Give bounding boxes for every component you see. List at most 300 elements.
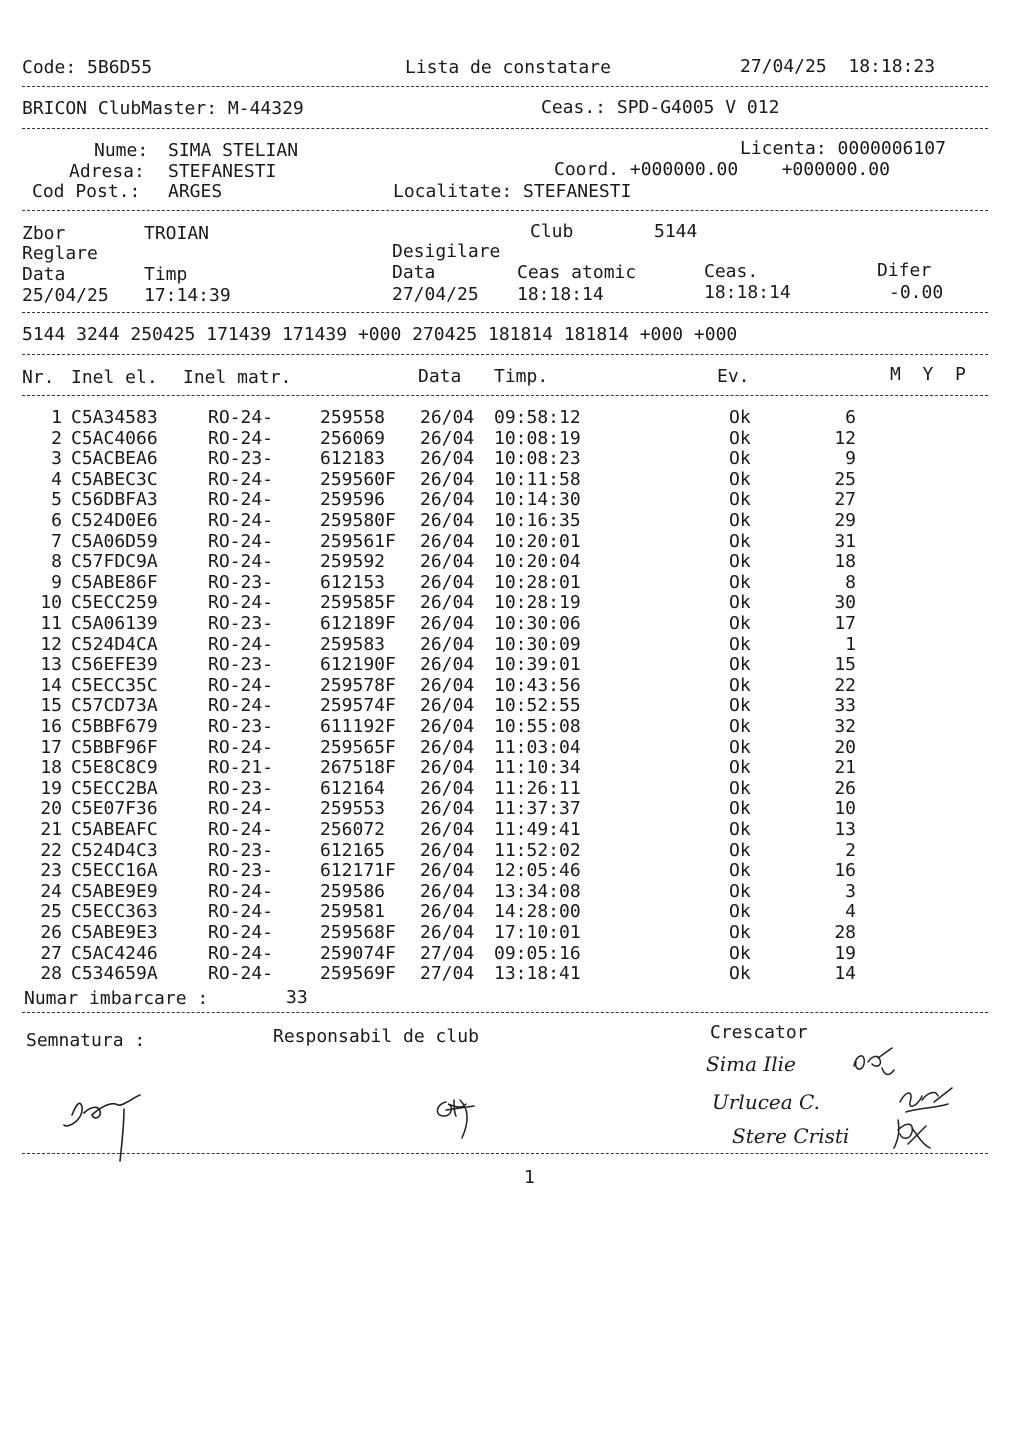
- row-ring-number: 259568F: [320, 922, 396, 943]
- row-event: Ok: [729, 654, 751, 676]
- row-ring-electronic: C5ECC35C: [71, 674, 158, 696]
- row-ring-electronic: C57CD73A: [71, 695, 158, 717]
- row-ring-number: 259596: [320, 489, 386, 511]
- table-row: [0, 738, 1024, 758]
- initials-scribble-1: [848, 1044, 898, 1080]
- handwritten-name-1: Sima Ilie: [706, 1052, 796, 1076]
- row-ring-electronic: C534659A: [71, 963, 158, 985]
- row-event: Ok: [729, 674, 751, 696]
- row-number: 8: [51, 551, 62, 573]
- table-row: [0, 799, 1024, 819]
- postal-code-label: Cod Post.:: [32, 181, 141, 202]
- row-number: 12: [40, 633, 62, 655]
- row-number: 20: [40, 798, 62, 820]
- row-ring-electronic: C5E07F36: [71, 798, 158, 820]
- row-number: 4: [51, 468, 62, 490]
- table-row: [0, 490, 1024, 510]
- row-position: 29: [834, 510, 856, 531]
- row-ring-number: 259592: [320, 551, 386, 573]
- row-ring-number: 612189F: [320, 613, 396, 634]
- divider: [22, 354, 988, 355]
- row-time: 10:16:35: [494, 510, 581, 531]
- name-label: Nume:: [94, 140, 149, 161]
- row-event: Ok: [729, 777, 751, 799]
- divider: [22, 395, 988, 396]
- row-number: 13: [40, 654, 62, 676]
- divider: [22, 1153, 988, 1154]
- row-date: 26/04: [420, 427, 475, 449]
- row-time: 10:30:09: [494, 633, 581, 655]
- row-position: 17: [834, 613, 856, 634]
- table-row: [0, 944, 1024, 964]
- row-position: 8: [845, 571, 856, 593]
- row-time: 13:34:08: [494, 880, 581, 902]
- row-ring-prefix: RO-24-: [208, 736, 274, 758]
- breeder-label: Crescator: [710, 1022, 808, 1043]
- row-position: 6: [845, 407, 856, 428]
- row-ring-electronic: C5A34583: [71, 407, 158, 428]
- row-position: 33: [834, 695, 856, 717]
- row-position: 22: [834, 674, 856, 696]
- row-number: 9: [51, 571, 62, 593]
- print-date-time: 27/04/25 18:18:23: [740, 56, 936, 77]
- row-number: 19: [40, 777, 62, 799]
- row-date: 26/04: [420, 530, 475, 552]
- initials-scribble-2: [896, 1082, 956, 1118]
- row-ring-electronic: C5E8C8C9: [71, 757, 158, 779]
- row-position: 30: [834, 592, 856, 614]
- row-event: Ok: [729, 448, 751, 470]
- row-ring-electronic: C5ACBEA6: [71, 448, 158, 470]
- setting-time-label: Timp: [144, 264, 188, 285]
- row-time: 17:10:01: [494, 922, 581, 943]
- divider: [22, 86, 988, 87]
- row-position: 15: [834, 654, 856, 676]
- divider: [22, 1012, 988, 1013]
- row-ring-number: 612183: [320, 448, 386, 470]
- handwritten-name-3: Stere Cristi: [732, 1124, 850, 1148]
- row-position: 4: [845, 901, 856, 923]
- row-time: 11:10:34: [494, 757, 581, 779]
- row-event: Ok: [729, 716, 751, 737]
- row-number: 1: [51, 407, 62, 428]
- row-time: 11:37:37: [494, 798, 581, 820]
- row-number: 5: [51, 489, 62, 511]
- row-ring-prefix: RO-24-: [208, 633, 274, 655]
- row-number: 6: [51, 510, 62, 531]
- row-event: Ok: [729, 510, 751, 531]
- row-ring-number: 256072: [320, 819, 386, 840]
- row-ring-electronic: C56EFE39: [71, 654, 158, 676]
- table-row: [0, 511, 1024, 531]
- table-row: [0, 408, 1024, 428]
- row-position: 16: [834, 860, 856, 882]
- row-ring-prefix: RO-24-: [208, 798, 274, 820]
- row-position: 28: [834, 922, 856, 943]
- row-number: 23: [40, 860, 62, 882]
- table-row: [0, 655, 1024, 675]
- table-row: [0, 717, 1024, 737]
- table-row: [0, 470, 1024, 490]
- row-ring-prefix: RO-24-: [208, 963, 274, 985]
- row-position: 25: [834, 468, 856, 490]
- row-ring-number: 259583: [320, 633, 386, 655]
- col-myp-header: M Y P: [890, 364, 966, 385]
- row-ring-number: 256069: [320, 427, 386, 449]
- row-ring-prefix: RO-24-: [208, 592, 274, 614]
- owner-name: SIMA STELIAN: [168, 140, 299, 161]
- row-ring-number: 259074F: [320, 942, 396, 964]
- divider: [22, 128, 988, 129]
- row-number: 17: [40, 736, 62, 758]
- row-position: 21: [834, 757, 856, 779]
- row-ring-number: 612164: [320, 777, 386, 799]
- row-event: Ok: [729, 427, 751, 449]
- row-position: 1: [845, 633, 856, 655]
- row-ring-prefix: RO-24-: [208, 695, 274, 717]
- table-row: [0, 573, 1024, 593]
- row-time: 10:20:01: [494, 530, 581, 552]
- row-time: 09:58:12: [494, 407, 581, 428]
- row-ring-number: 612171F: [320, 860, 396, 882]
- club-label: Club: [530, 221, 574, 242]
- row-event: Ok: [729, 613, 751, 634]
- col-ring-electronic-header: Inel el.: [71, 367, 158, 388]
- row-ring-prefix: RO-24-: [208, 674, 274, 696]
- clock-id: Ceas.: SPD-G4005 V 012: [541, 97, 780, 118]
- row-ring-electronic: C5ABE9E3: [71, 922, 158, 943]
- row-position: 31: [834, 530, 856, 552]
- row-ring-prefix: RO-24-: [208, 901, 274, 923]
- unsealing-label: Desigilare: [392, 241, 501, 262]
- row-number: 3: [51, 448, 62, 470]
- flight-label: Zbor: [22, 223, 66, 244]
- table-row: [0, 902, 1024, 922]
- row-position: 32: [834, 716, 856, 737]
- row-date: 26/04: [420, 860, 475, 882]
- row-position: 19: [834, 942, 856, 964]
- clock-code-line: 5144 3244 250425 171439 171439 +000 270425 181814 181814 +000 +000: [22, 324, 738, 345]
- row-time: 11:03:04: [494, 736, 581, 758]
- row-ring-electronic: C5BBF96F: [71, 736, 158, 758]
- row-ring-electronic: C5ECC2BA: [71, 777, 158, 799]
- row-ring-electronic: C5ABEAFC: [71, 819, 158, 840]
- row-date: 26/04: [420, 839, 475, 861]
- table-row: [0, 779, 1024, 799]
- row-ring-number: 612165: [320, 839, 386, 861]
- row-date: 26/04: [420, 777, 475, 799]
- row-ring-prefix: RO-24-: [208, 468, 274, 490]
- unsealing-date-label: Data: [392, 262, 436, 283]
- row-ring-number: 612153: [320, 571, 386, 593]
- row-position: 9: [845, 448, 856, 470]
- row-ring-prefix: RO-24-: [208, 880, 274, 902]
- row-date: 26/04: [420, 468, 475, 490]
- row-ring-electronic: C5ABE86F: [71, 571, 158, 593]
- row-event: Ok: [729, 736, 751, 758]
- divider: [22, 210, 988, 211]
- row-number: 28: [40, 963, 62, 985]
- row-position: 10: [834, 798, 856, 820]
- row-number: 11: [40, 613, 62, 634]
- signature-scribble-2: [432, 1094, 484, 1146]
- table-row: [0, 964, 1024, 984]
- row-date: 27/04: [420, 963, 475, 985]
- row-event: Ok: [729, 592, 751, 614]
- row-ring-number: 259561F: [320, 530, 396, 552]
- row-event: Ok: [729, 839, 751, 861]
- row-ring-prefix: RO-23-: [208, 777, 274, 799]
- table-row: [0, 676, 1024, 696]
- document-title: Lista de constatare: [405, 57, 611, 78]
- row-date: 26/04: [420, 489, 475, 511]
- row-date: 26/04: [420, 551, 475, 573]
- row-number: 22: [40, 839, 62, 861]
- row-date: 26/04: [420, 633, 475, 655]
- row-position: 18: [834, 551, 856, 573]
- row-ring-electronic: C5ECC259: [71, 592, 158, 614]
- row-date: 26/04: [420, 798, 475, 820]
- table-row: [0, 552, 1024, 572]
- row-ring-electronic: C5ECC16A: [71, 860, 158, 882]
- row-event: Ok: [729, 757, 751, 779]
- row-date: 26/04: [420, 922, 475, 943]
- row-ring-prefix: RO-23-: [208, 860, 274, 882]
- table-row: [0, 841, 1024, 861]
- row-ring-number: 259553: [320, 798, 386, 820]
- signature-label: Semnatura :: [26, 1030, 146, 1051]
- row-ring-prefix: RO-23-: [208, 448, 274, 470]
- row-event: Ok: [729, 633, 751, 655]
- row-date: 26/04: [420, 736, 475, 758]
- row-ring-electronic: C5ECC363: [71, 901, 158, 923]
- row-time: 10:08:19: [494, 427, 581, 449]
- row-number: 15: [40, 695, 62, 717]
- difference-value: -0.00: [889, 282, 944, 303]
- row-date: 27/04: [420, 942, 475, 964]
- row-ring-prefix: RO-24-: [208, 489, 274, 511]
- row-time: 13:18:41: [494, 963, 581, 985]
- row-number: 21: [40, 819, 62, 840]
- row-position: 27: [834, 489, 856, 511]
- locality: Localitate: STEFANESTI: [393, 181, 632, 202]
- row-event: Ok: [729, 901, 751, 923]
- row-ring-number: 259565F: [320, 736, 396, 758]
- row-time: 10:08:23: [494, 448, 581, 470]
- row-position: 13: [834, 819, 856, 840]
- row-ring-prefix: RO-23-: [208, 571, 274, 593]
- row-ring-electronic: C57FDC9A: [71, 551, 158, 573]
- code-label: Code: 5B6D55: [22, 57, 153, 78]
- row-ring-prefix: RO-23-: [208, 613, 274, 634]
- row-time: 09:05:16: [494, 942, 581, 964]
- row-ring-electronic: C524D0E6: [71, 510, 158, 531]
- row-time: 11:52:02: [494, 839, 581, 861]
- row-date: 26/04: [420, 510, 475, 531]
- row-number: 18: [40, 757, 62, 779]
- club-master: BRICON ClubMaster: M-44329: [22, 98, 304, 119]
- row-date: 26/04: [420, 592, 475, 614]
- row-ring-prefix: RO-21-: [208, 757, 274, 779]
- row-time: 11:49:41: [494, 819, 581, 840]
- row-time: 10:52:55: [494, 695, 581, 717]
- row-number: 25: [40, 901, 62, 923]
- row-number: 2: [51, 427, 62, 449]
- row-ring-prefix: RO-23-: [208, 654, 274, 676]
- row-event: Ok: [729, 860, 751, 882]
- page-number: 1: [524, 1167, 535, 1188]
- basketing-count: 33: [286, 987, 308, 1008]
- row-event: Ok: [729, 530, 751, 552]
- postal-code: ARGES: [168, 181, 223, 202]
- row-time: 11:26:11: [494, 777, 581, 799]
- row-number: 24: [40, 880, 62, 902]
- row-date: 26/04: [420, 448, 475, 470]
- setting-date: 25/04/25: [22, 285, 109, 306]
- row-event: Ok: [729, 695, 751, 717]
- row-ring-electronic: C5BBF679: [71, 716, 158, 737]
- row-ring-prefix: RO-23-: [208, 716, 274, 737]
- row-time: 10:30:06: [494, 613, 581, 634]
- setting-time: 17:14:39: [144, 285, 231, 306]
- row-ring-prefix: RO-24-: [208, 819, 274, 840]
- table-row: [0, 882, 1024, 902]
- atomic-clock-time: 18:18:14: [517, 284, 604, 305]
- row-ring-number: 259581: [320, 901, 386, 923]
- row-event: Ok: [729, 798, 751, 820]
- row-time: 10:55:08: [494, 716, 581, 737]
- col-nr-header: Nr.: [22, 367, 55, 388]
- row-ring-number: 259574F: [320, 695, 396, 717]
- row-number: 26: [40, 922, 62, 943]
- row-event: Ok: [729, 407, 751, 428]
- row-ring-electronic: C5ABEC3C: [71, 468, 158, 490]
- row-ring-number: 259578F: [320, 674, 396, 696]
- row-date: 26/04: [420, 613, 475, 634]
- row-position: 2: [845, 839, 856, 861]
- setting-label: Reglare: [22, 243, 98, 264]
- row-time: 10:28:01: [494, 571, 581, 593]
- row-ring-electronic: C5A06139: [71, 613, 158, 634]
- row-time: 10:20:04: [494, 551, 581, 573]
- table-row: [0, 614, 1024, 634]
- row-ring-number: 259569F: [320, 963, 396, 985]
- row-ring-electronic: C56DBFA3: [71, 489, 158, 511]
- row-date: 26/04: [420, 695, 475, 717]
- row-event: Ok: [729, 922, 751, 943]
- divider: [22, 312, 988, 313]
- row-time: 10:39:01: [494, 654, 581, 676]
- clock-time: 18:18:14: [704, 282, 791, 303]
- row-number: 14: [40, 674, 62, 696]
- row-ring-prefix: RO-24-: [208, 922, 274, 943]
- row-ring-prefix: RO-23-: [208, 839, 274, 861]
- row-date: 26/04: [420, 654, 475, 676]
- row-position: 26: [834, 777, 856, 799]
- row-event: Ok: [729, 489, 751, 511]
- col-time-header: Timp.: [494, 366, 549, 387]
- handwritten-name-2: Urlucea C.: [712, 1090, 820, 1114]
- row-ring-number: 259580F: [320, 510, 396, 531]
- row-time: 12:05:46: [494, 860, 581, 882]
- row-ring-number: 611192F: [320, 716, 396, 737]
- row-time: 10:14:30: [494, 489, 581, 511]
- license: Licenta: 0000006107: [740, 138, 946, 159]
- row-date: 26/04: [420, 407, 475, 428]
- table-row: [0, 696, 1024, 716]
- row-time: 10:28:19: [494, 592, 581, 614]
- row-position: 20: [834, 736, 856, 758]
- owner-address: STEFANESTI: [168, 161, 277, 182]
- row-date: 26/04: [420, 674, 475, 696]
- row-time: 10:43:56: [494, 674, 581, 696]
- row-ring-prefix: RO-24-: [208, 942, 274, 964]
- row-date: 26/04: [420, 571, 475, 593]
- col-ring-number-header: Inel matr.: [183, 367, 292, 388]
- col-date-header: Data: [418, 366, 462, 387]
- setting-date-label: Data: [22, 264, 66, 285]
- row-ring-electronic: C5AC4066: [71, 427, 158, 449]
- row-event: Ok: [729, 942, 751, 964]
- row-number: 10: [40, 592, 62, 614]
- row-position: 14: [834, 963, 856, 985]
- row-event: Ok: [729, 819, 751, 840]
- row-ring-number: 259558: [320, 407, 386, 428]
- row-ring-electronic: C5AC4246: [71, 942, 158, 964]
- table-row: [0, 820, 1024, 840]
- table-row: [0, 429, 1024, 449]
- row-ring-number: 612190F: [320, 654, 396, 676]
- row-position: 12: [834, 427, 856, 449]
- table-row: [0, 861, 1024, 881]
- row-event: Ok: [729, 963, 751, 985]
- row-ring-electronic: C5ABE9E9: [71, 880, 158, 902]
- row-time: 14:28:00: [494, 901, 581, 923]
- initials-scribble-3: [890, 1116, 934, 1152]
- unsealing-date: 27/04/25: [392, 284, 479, 305]
- table-row: [0, 532, 1024, 552]
- row-date: 26/04: [420, 757, 475, 779]
- row-ring-electronic: C524D4CA: [71, 633, 158, 655]
- row-ring-electronic: C524D4C3: [71, 839, 158, 861]
- table-row: [0, 593, 1024, 613]
- row-date: 26/04: [420, 819, 475, 840]
- row-date: 26/04: [420, 901, 475, 923]
- row-time: 10:11:58: [494, 468, 581, 490]
- row-date: 26/04: [420, 880, 475, 902]
- basketing-label: Numar imbarcare :: [24, 988, 209, 1009]
- row-ring-prefix: RO-24-: [208, 407, 274, 428]
- row-ring-number: 267518F: [320, 757, 396, 779]
- row-event: Ok: [729, 880, 751, 902]
- coordinates: Coord. +000000.00 +000000.00: [554, 159, 890, 180]
- row-position: 3: [845, 880, 856, 902]
- row-ring-number: 259560F: [320, 468, 396, 490]
- address-label: Adresa:: [69, 161, 145, 182]
- table-row: [0, 449, 1024, 469]
- row-number: 7: [51, 530, 62, 552]
- row-ring-prefix: RO-24-: [208, 530, 274, 552]
- row-ring-number: 259586: [320, 880, 386, 902]
- flight-name: TROIAN: [144, 223, 210, 244]
- club-number: 5144: [654, 221, 698, 242]
- row-date: 26/04: [420, 716, 475, 737]
- col-event-header: Ev.: [717, 366, 750, 387]
- row-number: 16: [40, 716, 62, 737]
- row-ring-prefix: RO-24-: [208, 427, 274, 449]
- row-ring-prefix: RO-24-: [208, 551, 274, 573]
- difference-label: Difer: [877, 260, 932, 281]
